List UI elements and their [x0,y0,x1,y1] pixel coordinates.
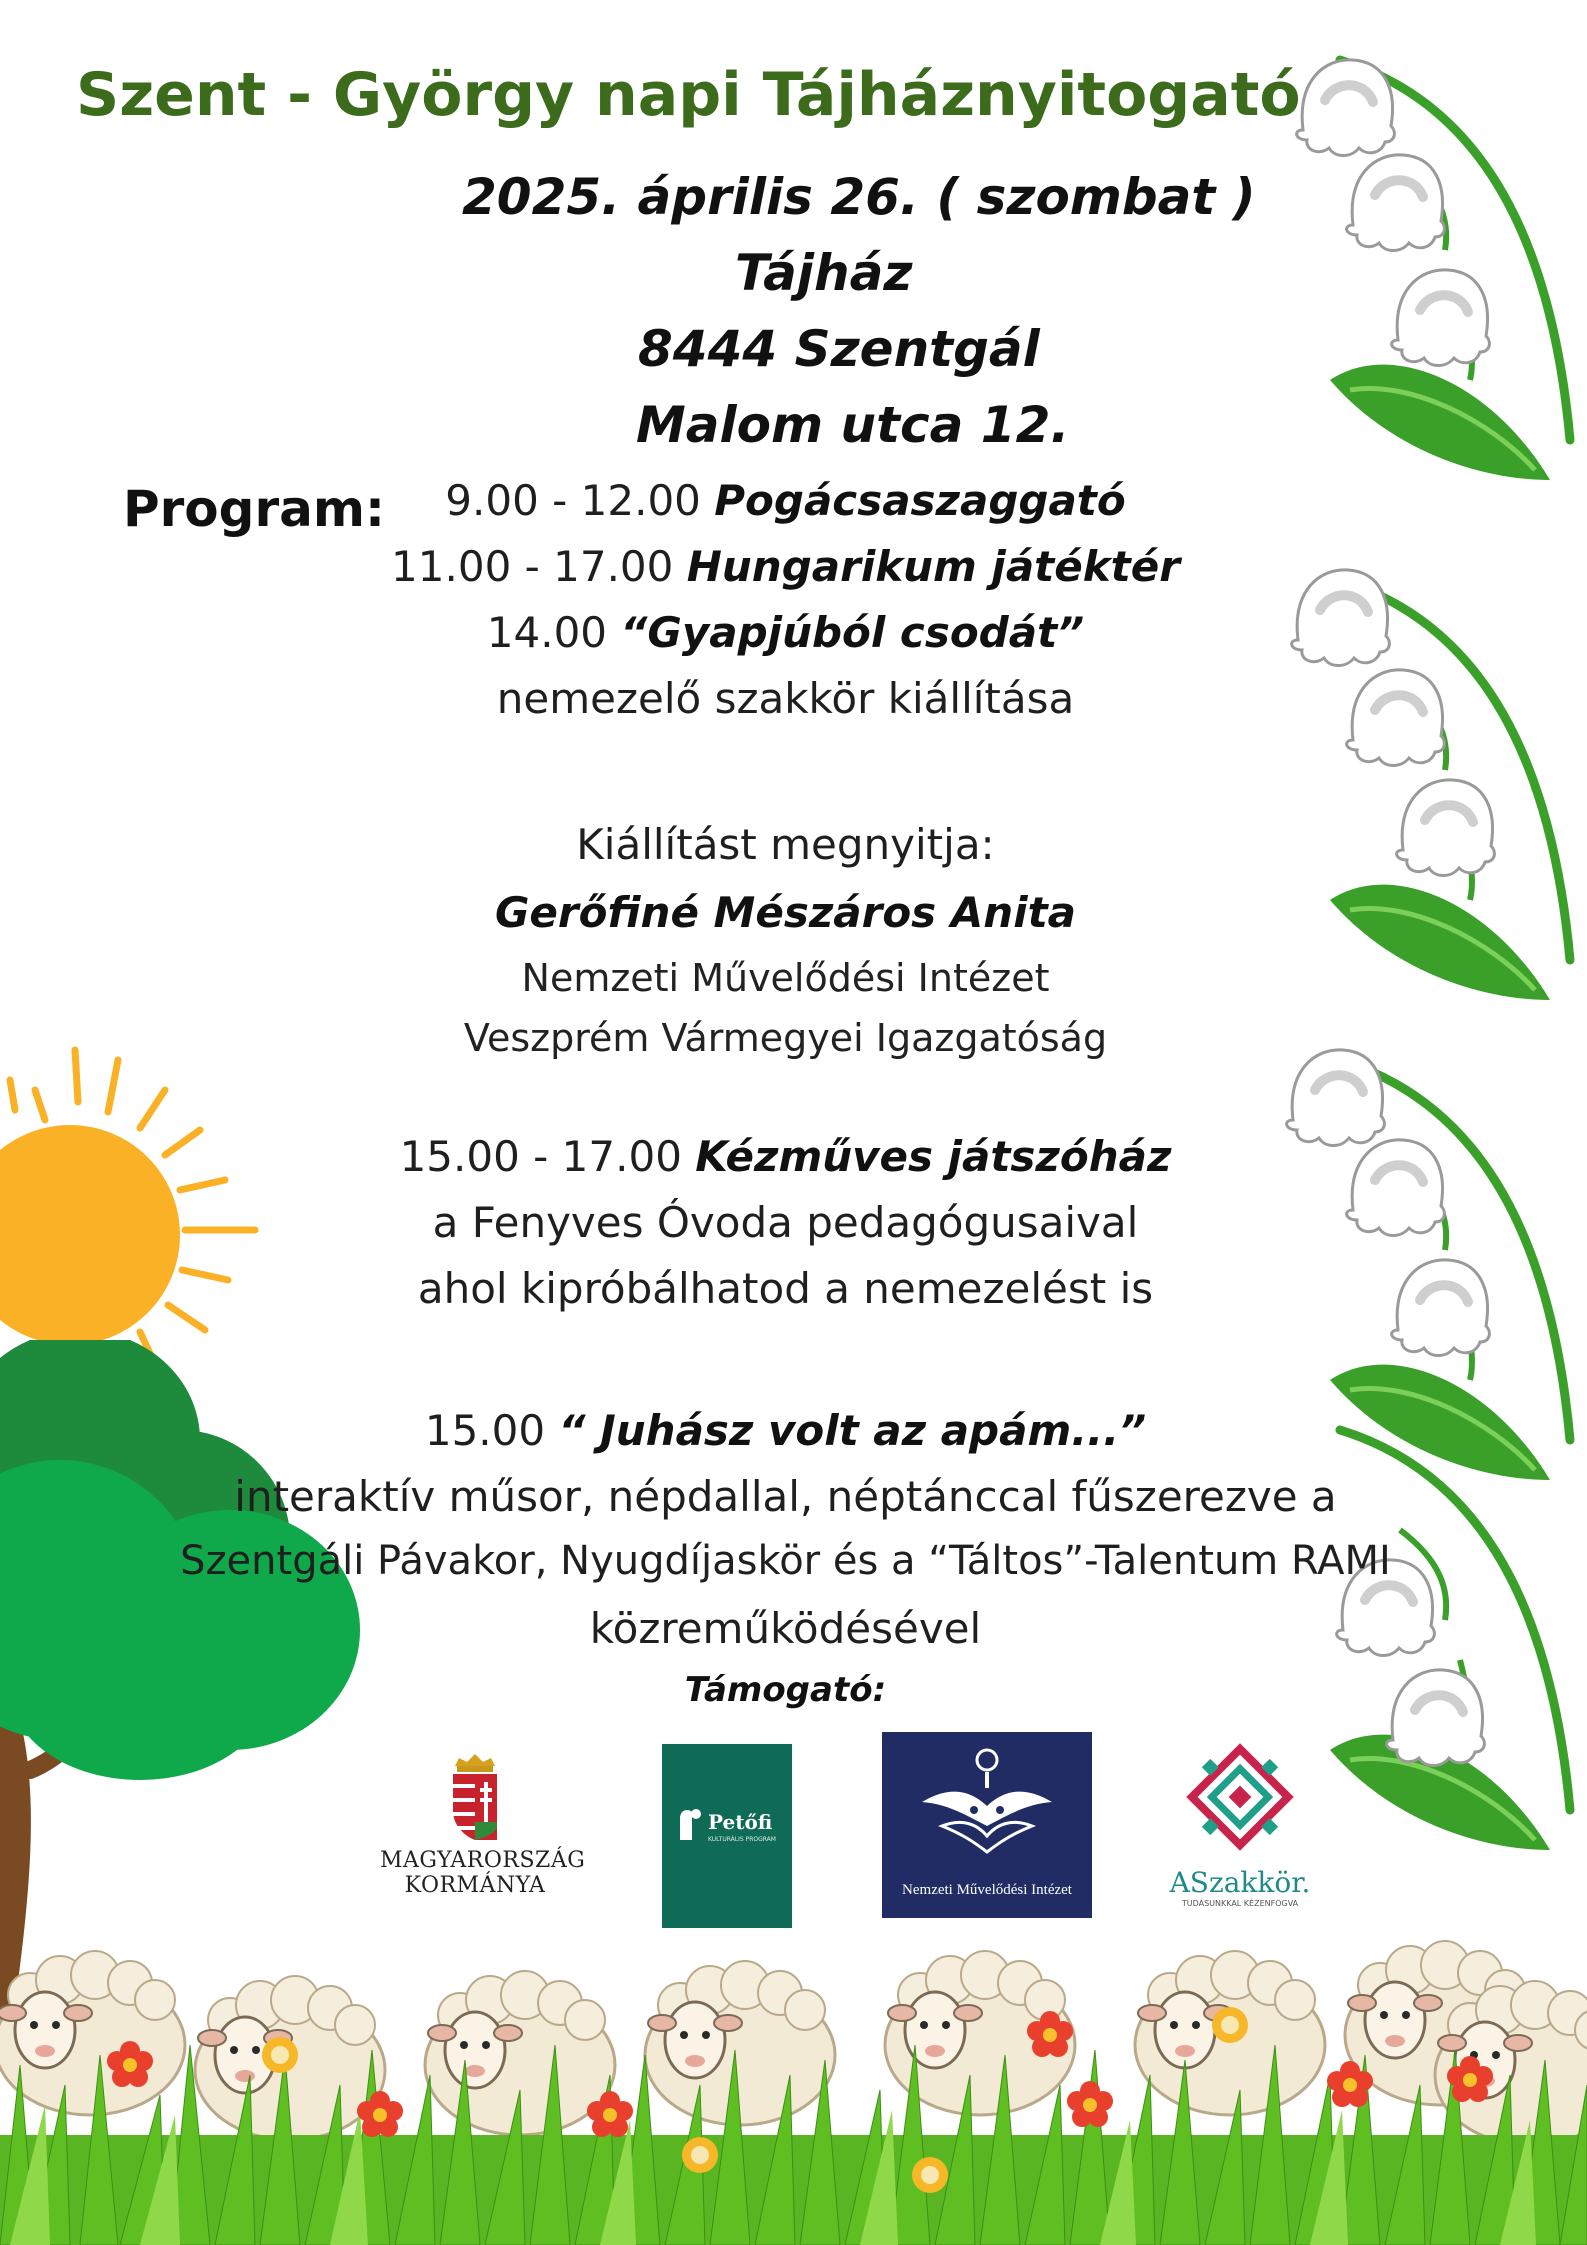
craft-item [0,1132,1579,1181]
show-line3: közreműködésével [589,1604,982,1653]
event-street: Malom utca 12. [636,396,1070,454]
sponsor-label: Támogató: [684,1670,887,1710]
show-time: 15.00 [424,1406,546,1455]
craft-name: Kézműves játszóház [695,1132,1172,1181]
show-line2: Szentgáli Pávakor, Nyugdíjaskör és a “Táltos”-Talentum RAMI [180,1538,1391,1584]
show-name: “ Juhász volt az apám...” [558,1406,1147,1455]
program-item [0,476,1579,525]
government-logo [380,1752,586,1912]
program-time: 9.00 - 12.00 [445,476,715,525]
nmi-logo-text: Nemzeti Művelődési Intézet [902,1882,1072,1898]
program-name: Hungarikum játéktér [686,542,1180,591]
program-item [0,608,1579,657]
craft-time: 15.00 - 17.00 [399,1132,682,1181]
szakkor-logo-subtext: TUDÁSUNKKAL KÉZENFOGVA [1181,1899,1299,1908]
coat-of-arms-icon [445,1752,505,1842]
opening-label: Kiállítást megnyitja: [576,820,995,869]
szakkor-logo-text: ASzakkör. [1169,1866,1311,1899]
opening-person: Gerőfiné Mészáros Anita [494,888,1077,937]
program-time: 14.00 [486,608,621,657]
craft-line2: ahol kipróbálhatod a nemezelést is [417,1264,1154,1313]
program-name: Pogácsaszaggató [714,476,1126,525]
petofi-logo [662,1744,792,1928]
opening-org-line2: Veszprém Vármegyei Igazgatóság [463,1016,1108,1060]
program-item [0,542,1579,591]
szakkor-emblem-icon [1185,1742,1295,1852]
nmi-logo [882,1732,1092,1918]
petofi-logo-subtext: KULTURÁLIS PROGRAM [708,1836,776,1843]
show-line1: interaktív műsor, népdallal, néptánccal fűszerezve a [234,1472,1337,1521]
program-label: Program: [123,480,385,538]
government-logo-line1: MAGYARORSZÁG [380,1848,586,1873]
event-postal: 8444 Szentgál [638,320,1040,378]
craft-line1: a Fenyves Óvoda pedagógusaival [432,1198,1139,1247]
government-logo-line2: KORMÁNYA [404,1873,546,1898]
program-name: “Gyapjúból csodát” [620,608,1085,657]
nmi-emblem-icon [902,1742,1072,1862]
szakkor-logo [1150,1742,1330,1912]
page-title: Szent - György napi Tájháznyitogató [76,60,1301,130]
opening-org-line1: Nemzeti Művelődési Intézet [521,956,1050,1000]
show-item [0,1406,1579,1455]
exhibition-note: nemezelő szakkör kiállítása [496,674,1075,723]
sheep-meadow-icon [0,1915,1587,2245]
event-date: 2025. április 26. ( szombat ) [462,168,1256,226]
petofi-emblem-icon [676,1806,706,1842]
petofi-logo-text: Petőfi [708,1810,773,1834]
program-time: 11.00 - 17.00 [391,542,674,591]
event-venue: Tájház [735,244,913,302]
